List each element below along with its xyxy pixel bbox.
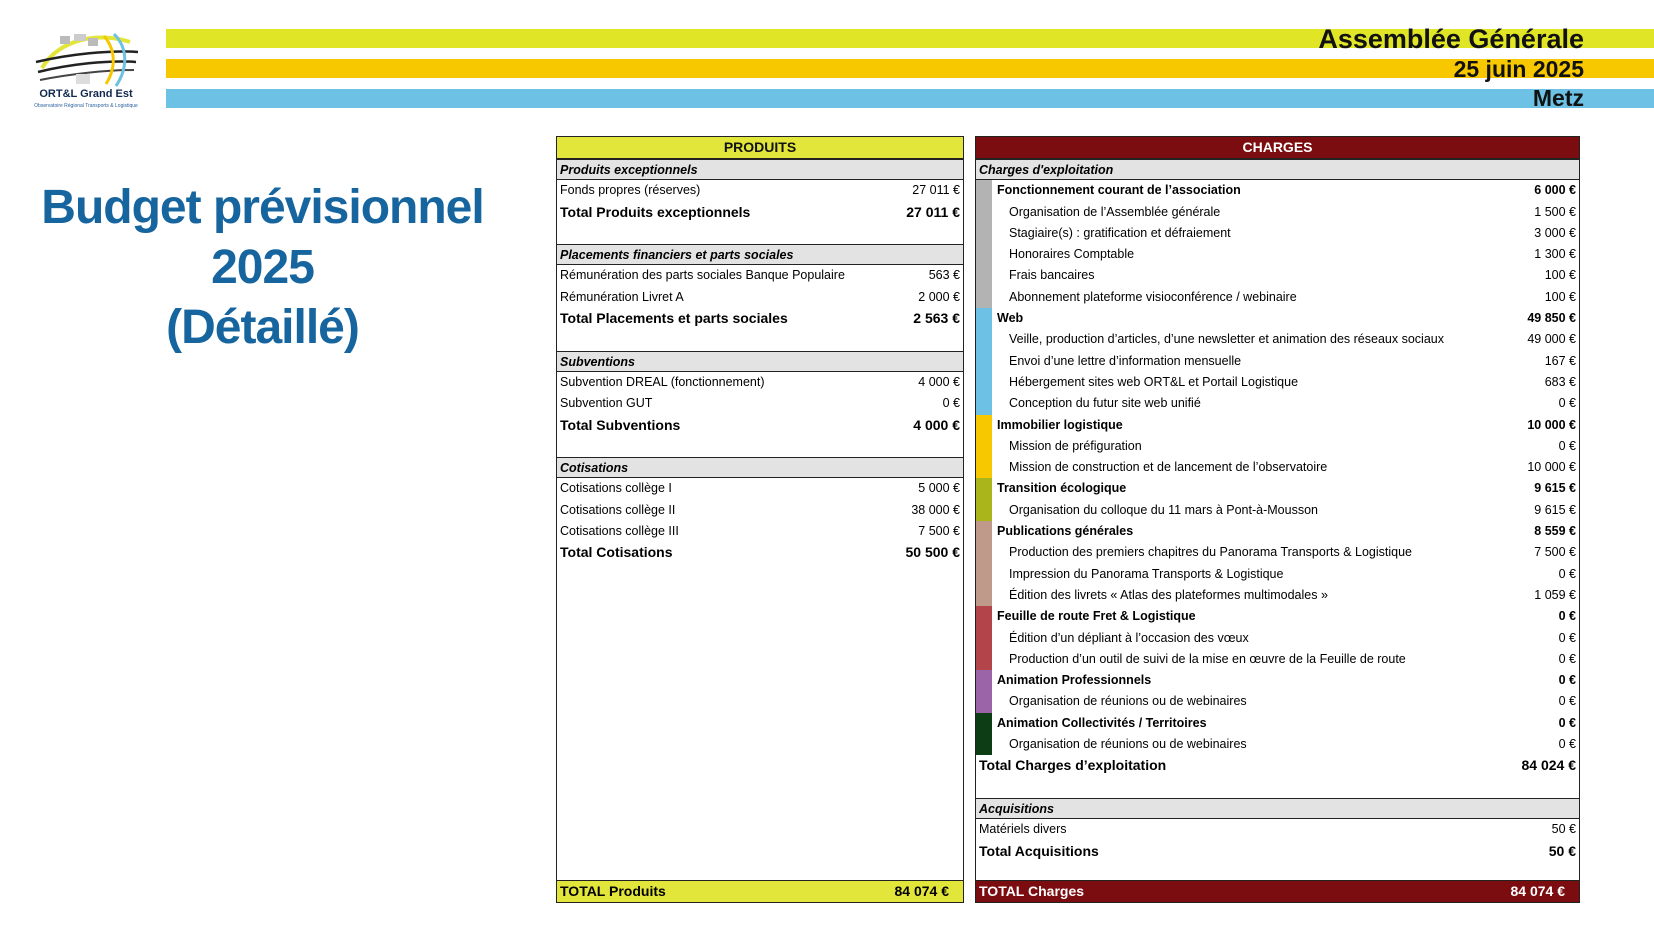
logo-emblem-icon [30,28,142,90]
header-band-blue [166,89,1654,108]
item-row: Mission de préfiguration 0 € [976,436,1579,457]
section-title: Subventions [557,351,963,372]
category-color-bar [976,372,992,393]
category-row: Animation Professionnels 0 € [976,670,1579,691]
category-color-bar [976,202,992,223]
category-color-bar [976,670,992,691]
table-row: Rémunération des parts sociales Banque Populaire 563 € [560,268,960,283]
category-color-bar [976,287,992,308]
item-row: Organisation du colloque du 11 mars à Pont-à-Mousson 9 615 € [976,500,1579,521]
section-title: Produits exceptionnels [557,159,963,180]
section-total: Total Placements et parts sociales 2 563 € [560,310,960,327]
item-row: Impression du Panorama Transports & Logistique 0 € [976,564,1579,585]
section-total: Total Cotisations 50 500 € [560,544,960,561]
title-line-3: (Détaillé) [166,301,359,354]
category-color-bar [976,606,992,627]
section-total: Total Subventions 4 000 € [560,416,960,433]
item-row: Envoi d’une lettre d’information mensuelle 167 € [976,351,1579,372]
exploitation-total: Total Charges d’exploitation 84 024 € [979,757,1576,774]
category-color-bar [976,628,992,649]
item-row: Édition d’un dépliant à l’occasion des vœux 0 € [976,628,1579,649]
item-row: Mission de construction et de lancement de l’observatoire 10 000 € [976,457,1579,478]
item-row: Production des premiers chapitres du Panorama Transports & Logistique 7 500 € [976,542,1579,563]
item-row: Veille, production d’articles, d’une newsletter et animation des réseaux sociaux 49 000 € [976,329,1579,350]
section-title: Charges d'exploitation [976,159,1579,180]
title-line-1: Budget prévisionnel [41,181,484,234]
title-line-2: 2025 [211,241,314,294]
category-color-bar [976,351,992,372]
charges-header: CHARGES [976,137,1579,159]
item-row: Organisation de l’Assemblée générale 1 500 € [976,202,1579,223]
category-row: Fonctionnement courant de l’association 6 000 € [976,180,1579,201]
section-title: Acquisitions [976,798,1579,819]
charges-categories [976,180,1579,755]
section-title: Placements financiers et parts sociales [557,244,963,265]
item-row: Honoraires Comptable 1 300 € [976,244,1579,265]
category-row: Publications générales 8 559 € [976,521,1579,542]
item-row: Hébergement sites web ORT&L et Portail Logistique 683 € [976,372,1579,393]
category-row: Feuille de route Fret & Logistique 0 € [976,606,1579,627]
table-row: Cotisations collège I 5 000 € [560,481,960,496]
charges-table [975,136,1580,903]
event-title: Assemblée Générale [1318,24,1584,54]
category-color-bar [976,585,992,606]
category-color-bar [976,223,992,244]
section-total: Total Produits exceptionnels 27 011 € [560,203,960,220]
item-row: Conception du futur site web unifié 0 € [976,393,1579,414]
category-color-bar [976,521,992,542]
category-color-bar [976,308,992,329]
item-row: Production d’un outil de suivi de la mise en œuvre de la Feuille de route 0 € [976,649,1579,670]
item-row: Édition des livrets « Atlas des plateformes multimodales » 1 059 € [976,585,1579,606]
logo-name: ORT&L Grand Est [39,88,133,100]
category-color-bar [976,649,992,670]
category-row: Animation Collectivités / Territoires 0 € [976,713,1579,734]
item-row: Organisation de réunions ou de webinaires 0 € [976,691,1579,712]
section-title: Cotisations [557,457,963,478]
category-color-bar [976,436,992,457]
table-row: Fonds propres (réserves) 27 011 € [560,183,960,198]
item-row: Organisation de réunions ou de webinaires 0 € [976,734,1579,755]
category-color-bar [976,713,992,734]
event-location: Metz [1532,85,1584,111]
item-row: Abonnement plateforme visioconférence / webinaire 100 € [976,287,1579,308]
category-row: Immobilier logistique 10 000 € [976,415,1579,436]
table-row: Cotisations collège II 38 000 € [560,502,960,517]
category-color-bar [976,500,992,521]
ortl-logo [30,28,142,112]
section-total: Total Acquisitions 50 € [979,842,1576,859]
category-color-bar [976,478,992,499]
table-row: Rémunération Livret A 2 000 € [560,289,960,304]
category-color-bar [976,542,992,563]
produits-table [556,136,964,903]
category-row: Transition écologique 9 615 € [976,478,1579,499]
table-row: Subvention GUT 0 € [560,396,960,411]
table-row: Cotisations collège III 7 500 € [560,524,960,539]
item-row: Stagiaire(s) : gratification et défraiement 3 000 € [976,223,1579,244]
category-color-bar [976,457,992,478]
category-color-bar [976,180,992,201]
charges-grand-total: TOTAL Charges 84 074 € [976,880,1579,902]
table-row: Subvention DREAL (fonctionnement) 4 000 € [560,374,960,389]
category-color-bar [976,415,992,436]
category-color-bar [976,734,992,755]
category-color-bar [976,691,992,712]
category-color-bar [976,393,992,414]
category-color-bar [976,564,992,585]
category-color-bar [976,244,992,265]
page-title [40,178,485,358]
logo-subtitle: Observatoire Régional Transports & Logistique [34,103,138,109]
item-row: Frais bancaires 100 € [976,265,1579,286]
category-color-bar [976,329,992,350]
table-row: Matériels divers 50 € [979,822,1576,837]
category-row: Web 49 850 € [976,308,1579,329]
category-color-bar [976,265,992,286]
produits-grand-total: TOTAL Produits 84 074 € [557,880,963,902]
produits-header: PRODUITS [557,137,963,159]
header-band-orange [166,59,1654,78]
event-date: 25 juin 2025 [1453,56,1584,82]
